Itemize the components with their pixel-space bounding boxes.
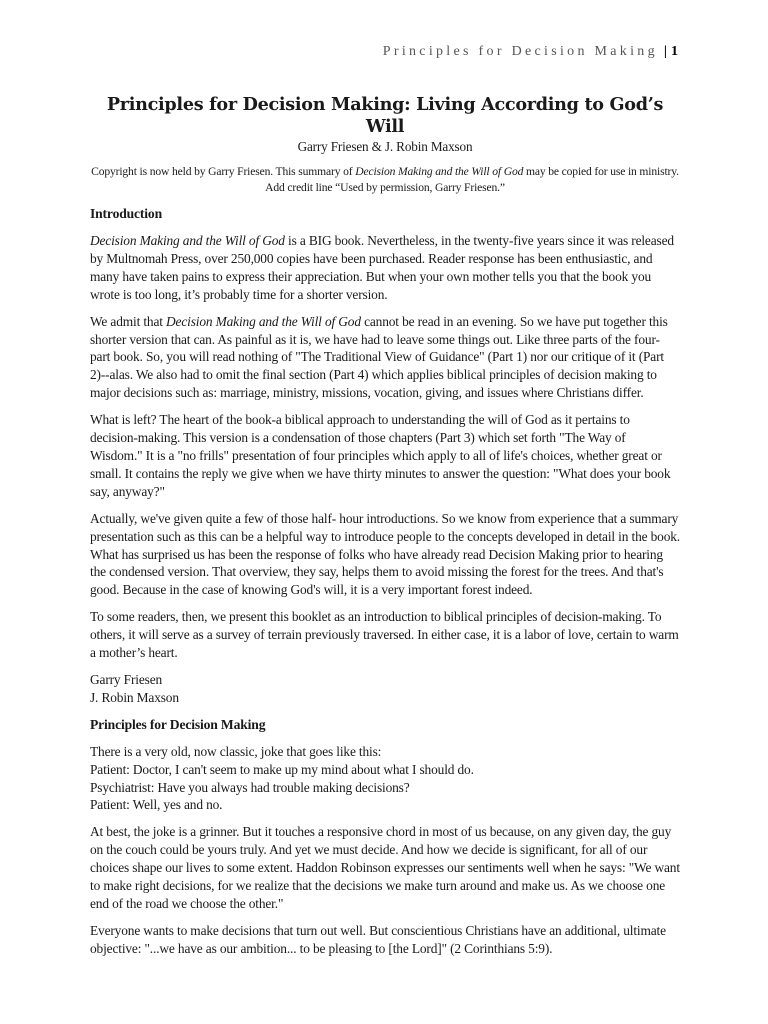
running-header [383, 44, 678, 60]
joke-line: Patient: Doctor, I can't seem to make up my mind about what I should do. [90, 761, 474, 777]
joke-line: There is a very old, now classic, joke that goes like this: [90, 743, 382, 759]
authors-line: Garry Friesen & J. Robin Maxson [297, 139, 473, 154]
signature-line: J. Robin Maxson [90, 689, 179, 705]
body-paragraph-6: At best, the joke is a grinner. But it touches a responsive chord in most of us because, on any given day, the guy on the couch could be yours truly. And yet we must decide. And how we decide is significant, for all of our choices shape our lives to some extent. Haddon Robinson expresses our sentiments well when he says: "We want to make right decisions, for we realize that the decisions we make turn around and make us. As we choose one end of the road we choose the other." [90, 824, 680, 911]
intro-paragraph-2-start: We admit that [90, 313, 167, 329]
document-title: Principles for Decision Making: Living According to God’s Will [106, 94, 664, 137]
intro-paragraph-2-end: cannot be read in an evening. So we have put together this shorter version that can. As painful as it is, we have had to leave some things out. Like three parts of the four-part book. So, you will read nothing of "The Traditional View of Guidance" (Part 1) nor our critique of it (Part 2)--alas. We also had to omit the final section (Part 4) which applies biblical principles of decision making to major decisions such as: marriage, ministry, missions, vocation, giving, and issues where Christians differ. [90, 313, 668, 401]
running-header-separator: | [663, 44, 667, 59]
intro-paragraph-4: Actually, we've given quite a few of those half- hour introductions. So we know from experience that a summary presentation such as this can be a helpful way to introduce people to the concepts developed in detail in the book. What has surprised us has been the response of folks who have already read Decision Making prior to hearing the condensed version. That overview, they say, helps them to avoid missing the forest for the trees. And that's good. Because in the case of knowing God's will, it is a very important forest indeed. [90, 510, 680, 598]
joke-line: Patient: Well, yes and no. [90, 797, 223, 813]
copyright-text-start: Copyright is now held by Garry Friesen. This summary of [91, 165, 356, 178]
intro-paragraph-5: To some readers, then, we present this booklet as an introduction to biblical principles of decision-making. To others, it will serve as a survey of terrain previously traversed. In either case, it is a labor of love, certain to warm a mother’s heart. [90, 609, 679, 661]
document-body [90, 94, 680, 967]
page-number: 1 [671, 44, 678, 59]
copyright-text-end: may be copied for use in ministry. Add credit line “Used by permission, Garry Friesen.” [265, 165, 679, 194]
copyright-notice [90, 164, 680, 196]
running-header-title: Principles for Decision Making [382, 44, 658, 59]
intro-paragraph-3: What is left? The heart of the book-a biblical approach to understanding the will of God as it pertains to decision-making. This version is a condensation of those chapters (Part 3) which set forth "The Way of Wisdom." It is a "no frills" presentation of four principles which apply to all of life's choices, whether great or small. It contains the reply we give when we have thirty minutes to answer the question: "What does your book say, anyway?" [90, 412, 671, 499]
intro-paragraph-1 [90, 232, 680, 304]
book-title-italic: Decision Making and the Will of God [166, 313, 361, 329]
copyright-book-title: Decision Making and the Will of God [355, 165, 524, 178]
joke-dialogue [90, 743, 680, 815]
section-heading: Principles for Decision Making [90, 716, 266, 732]
introduction-heading: Introduction [90, 206, 162, 221]
book-title-italic: Decision Making and the Will of God [90, 233, 285, 248]
author-signature [90, 671, 680, 707]
signature-line: Garry Friesen [90, 671, 163, 687]
joke-line: Psychiatrist: Have you always had trouble making decisions? [90, 779, 410, 795]
intro-paragraph-2 [90, 313, 680, 403]
body-paragraph-7: Everyone wants to make decisions that turn out well. But conscientious Christians have an additional, ultimate objective: "...we have as our ambition... to be pleasing to [the Lord]" (2 Corinthians 5:9). [90, 922, 666, 956]
intro-paragraph-1-text: is a BIG book. Nevertheless, in the twenty-five years since it was released by Multnomah Press, over 250,000 copies have been purchased. Reader response has been enthusiastic, and many have taken pains to express their appreciation. But when your own mother tells you that the book you wrote is too long, it’s probably time for a shorter version. [90, 233, 674, 302]
